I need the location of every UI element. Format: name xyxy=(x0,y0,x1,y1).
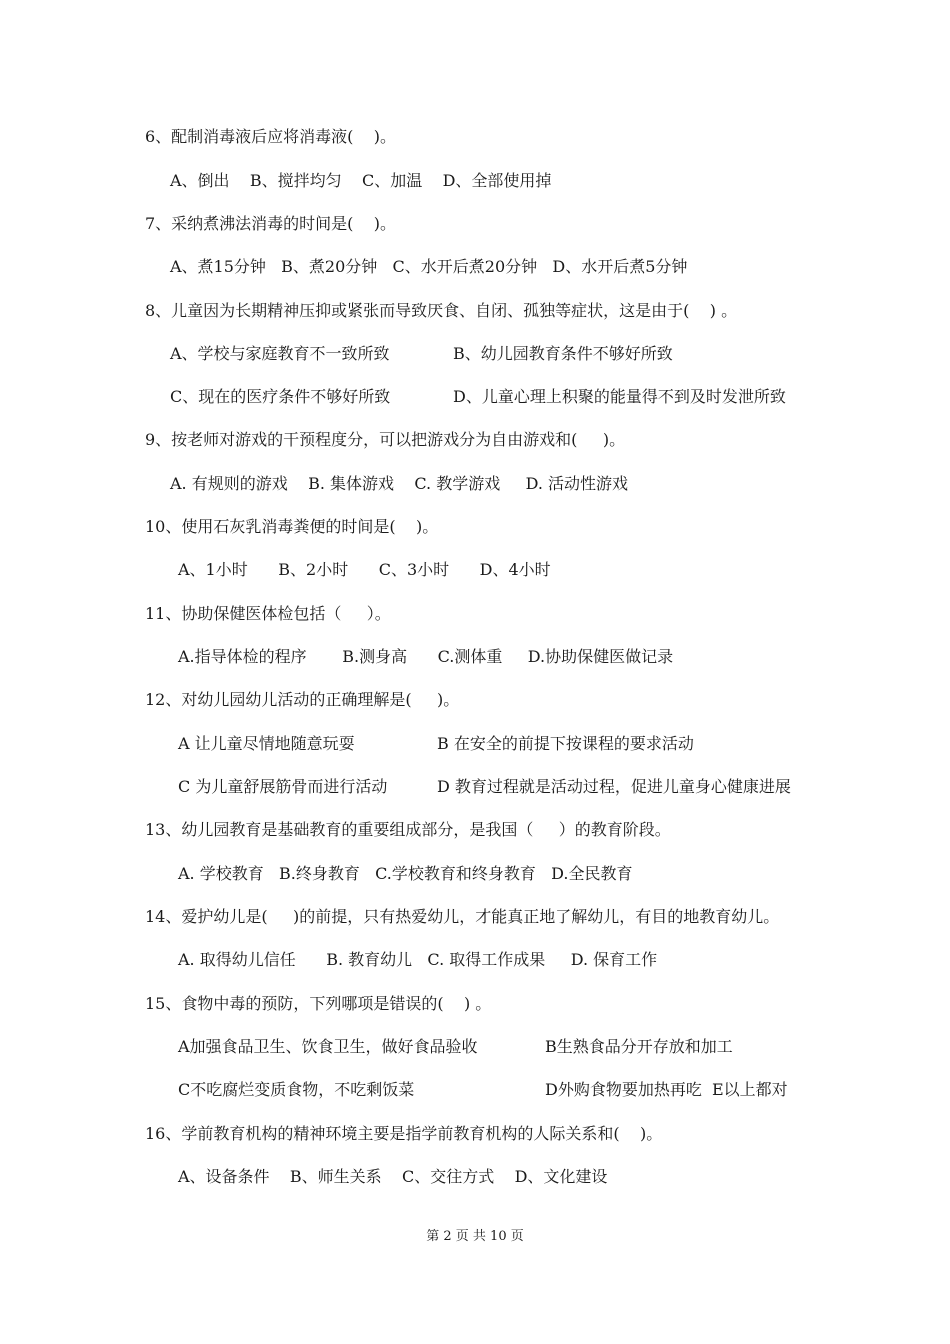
question-stem: 15、食物中毒的预防，下列哪项是错误的( ) 。 xyxy=(145,994,492,1013)
question-stem: 8、儿童因为长期精神压抑或紧张而导致厌食、自闭、孤独等症状，这是由于( ) 。 xyxy=(145,301,738,320)
page-number-footer: 第 2 页 共 10 页 xyxy=(426,1229,524,1244)
question-options: A.指导体检的程序 B.测身高 C.测体重 D.协助保健医做记录 xyxy=(178,647,674,666)
question-options: A、设备条件 B、师生关系 C、交往方式 D、文化建设 xyxy=(178,1167,608,1186)
question-option: B、幼儿园教育条件不够好所致 xyxy=(453,344,673,363)
question-option: D 教育过程就是活动过程，促进儿童身心健康进展 xyxy=(437,777,791,796)
question-stem: 9、按老师对游戏的干预程度分，可以把游戏分为自由游戏和( )。 xyxy=(145,430,626,449)
question-stem: 16、学前教育机构的精神环境主要是指学前教育机构的人际关系和( )。 xyxy=(145,1124,663,1143)
question-stem: 13、幼儿园教育是基础教育的重要组成部分，是我国（ ）的教育阶段。 xyxy=(145,820,671,839)
question-option: B 在安全的前提下按课程的要求活动 xyxy=(437,734,694,753)
question-stem: 14、爱护幼儿是( )的前提，只有热爱幼儿，才能真正地了解幼儿，有目的地教育幼儿。 xyxy=(145,907,780,926)
question-stem: 10、使用石灰乳消毒粪便的时间是( )。 xyxy=(145,517,439,536)
question-option: B生熟食品分开存放和加工 xyxy=(545,1037,733,1056)
question-options: A、倒出 B、搅拌均匀 C、加温 D、全部使用掉 xyxy=(170,171,552,190)
question-stem: 7、采纳煮沸法消毒的时间是( )。 xyxy=(145,214,397,233)
question-option: A、学校与家庭教育不一致所致 xyxy=(170,344,390,363)
question-option: D、儿童心理上积聚的能量得不到及时发泄所致 xyxy=(453,387,786,406)
question-option: A 让儿童尽情地随意玩耍 xyxy=(178,734,355,753)
question-stem: 12、对幼儿园幼儿活动的正确理解是( )。 xyxy=(145,690,460,709)
question-option: C不吃腐烂变质食物，不吃剩饭菜 xyxy=(178,1080,415,1099)
question-option: C 为儿童舒展筋骨而进行活动 xyxy=(178,777,388,796)
question-options: A、1小时 B、2小时 C、3小时 D、4小时 xyxy=(178,560,551,579)
question-options: A、煮15分钟 B、煮20分钟 C、水开后煮20分钟 D、水开后煮5分钟 xyxy=(170,257,688,276)
question-options: A. 取得幼儿信任 B. 教育幼儿 C. 取得工作成果 D. 保育工作 xyxy=(178,950,658,969)
question-options: A. 学校教育 B.终身教育 C.学校教育和终身教育 D.全民教育 xyxy=(178,864,633,883)
question-option: D外购食物要加热再吃 E以上都对 xyxy=(545,1080,788,1099)
question-options: A. 有规则的游戏 B. 集体游戏 C. 教学游戏 D. 活动性游戏 xyxy=(170,474,629,493)
question-stem: 6、配制消毒液后应将消毒液( )。 xyxy=(145,127,397,146)
question-option: C、现在的医疗条件不够好所致 xyxy=(170,387,391,406)
question-option: A加强食品卫生、饮食卫生，做好食品验收 xyxy=(178,1037,478,1056)
question-stem: 11、协助保健医体检包括（ ）。 xyxy=(145,604,391,623)
